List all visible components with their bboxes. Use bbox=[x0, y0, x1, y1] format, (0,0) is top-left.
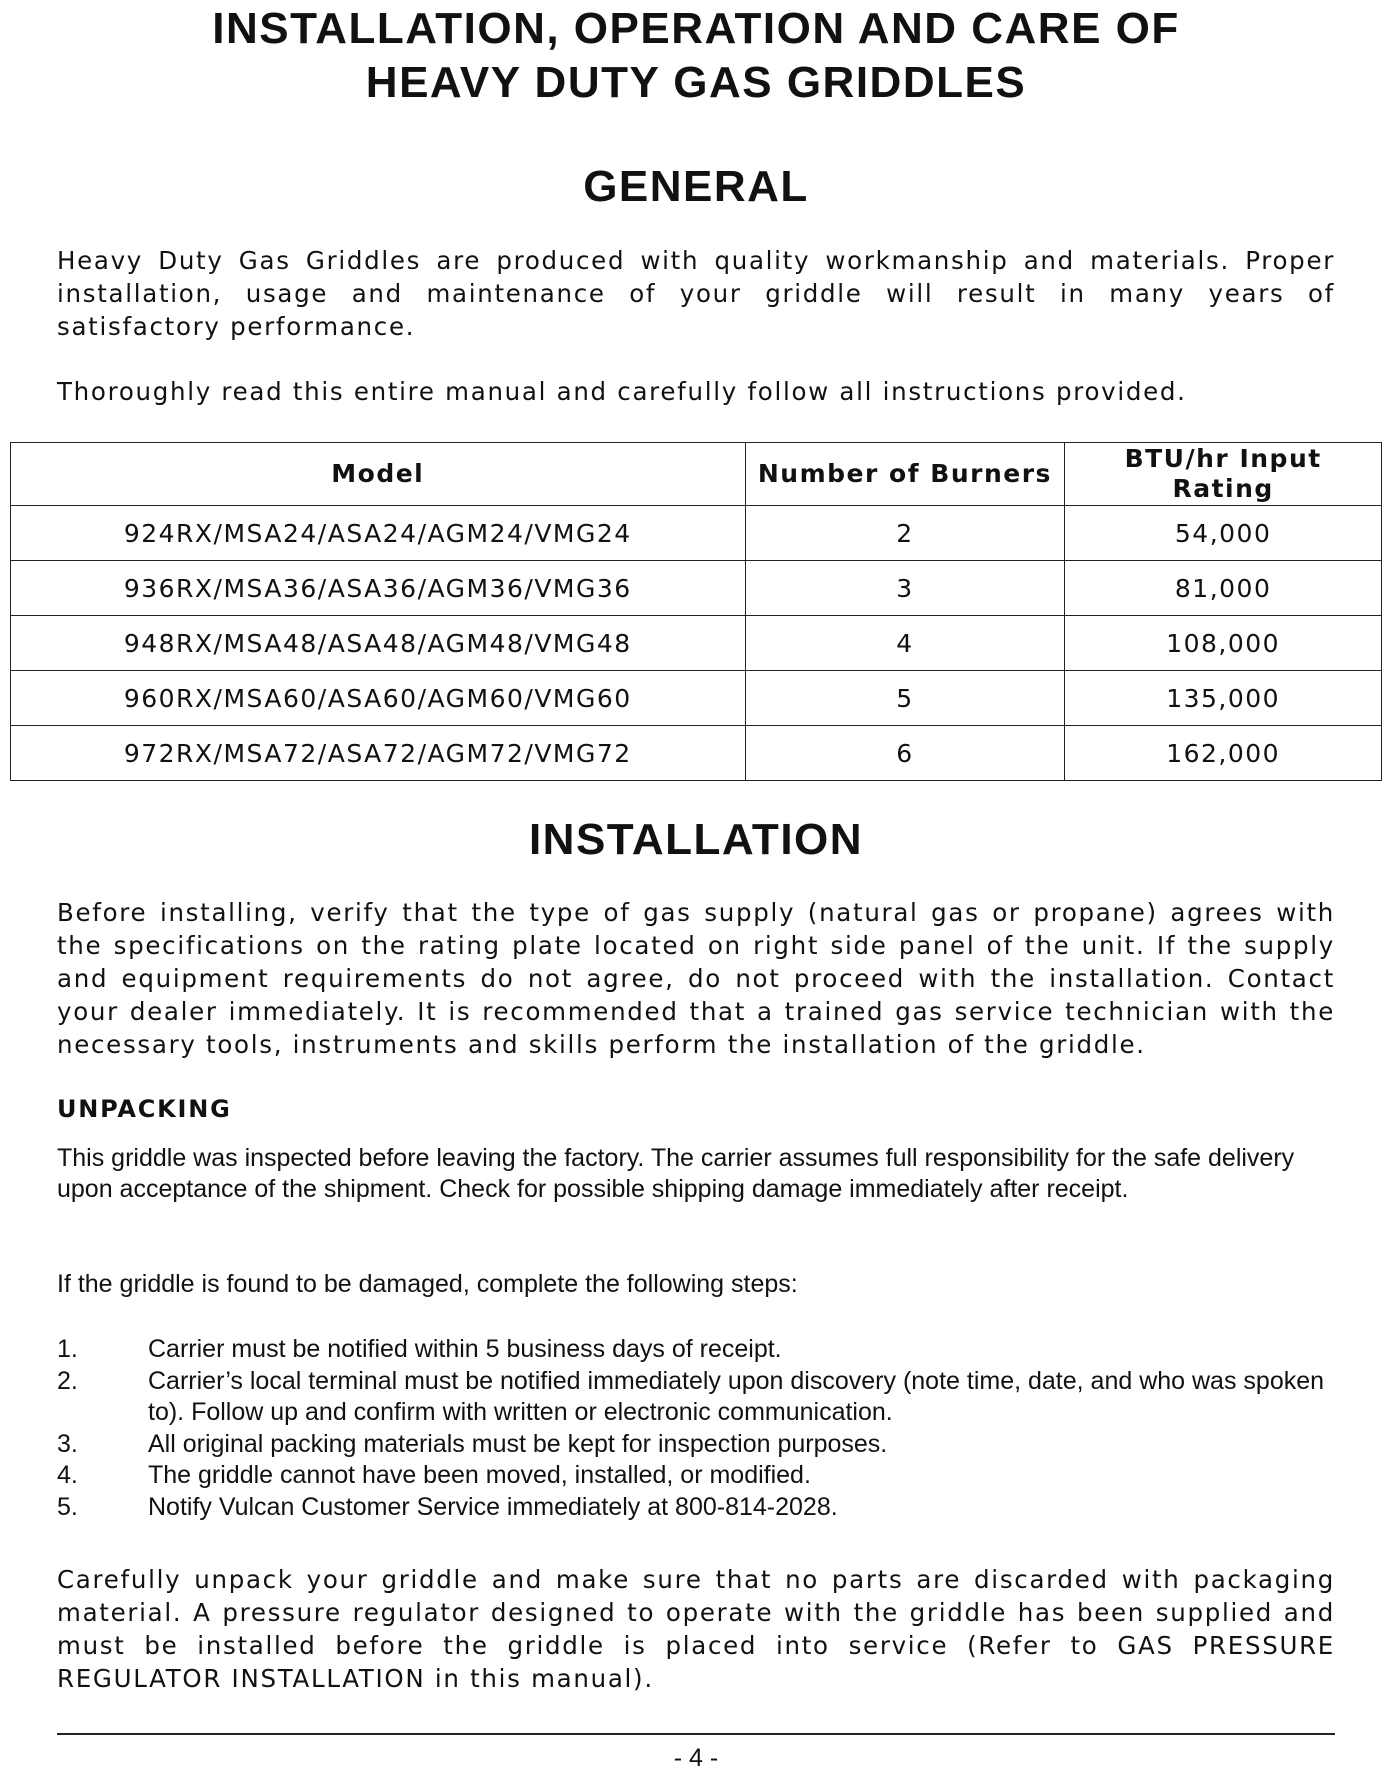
cell-btu: 81,000 bbox=[1065, 561, 1382, 616]
column-header-model: Model bbox=[11, 443, 746, 506]
unpacking-heading: UNPACKING bbox=[57, 1095, 232, 1123]
list-item bbox=[57, 1492, 1347, 1524]
general-read-manual-paragraph: Thoroughly read this entire manual and carefully follow all instructions provided. bbox=[57, 377, 1187, 406]
cell-model: 948RX/MSA48/ASA48/AGM48/VMG48 bbox=[11, 616, 746, 671]
cell-burners: 6 bbox=[745, 726, 1065, 781]
document-title-line1: INSTALLATION, OPERATION AND CARE OF bbox=[212, 4, 1180, 53]
installation-heading: INSTALLATION bbox=[528, 815, 864, 864]
table-row bbox=[11, 506, 1382, 561]
cell-burners: 3 bbox=[745, 561, 1065, 616]
column-header-btu-line2: Rating bbox=[1172, 474, 1274, 503]
table-row bbox=[11, 561, 1382, 616]
footer-divider bbox=[57, 1733, 1335, 1735]
unpacking-inspection-paragraph: This griddle was inspected before leaving the factory. The carrier assumes full responsibility for the safe delivery upon acceptance of the shipment. Check for possible shipping damage immediately after receipt. bbox=[57, 1144, 1295, 1203]
cell-btu: 54,000 bbox=[1065, 506, 1382, 561]
cell-model: 972RX/MSA72/ASA72/AGM72/VMG72 bbox=[11, 726, 746, 781]
model-spec-table bbox=[10, 442, 1382, 781]
step-text: Carrier’s local terminal must be notified immediately upon discovery (note time, date, and who was spoken to). Follow up and confirm with written or electronic communication. bbox=[148, 1366, 1325, 1426]
unpacking-damage-intro: If the griddle is found to be damaged, complete the following steps: bbox=[57, 1270, 798, 1298]
cell-burners: 5 bbox=[745, 671, 1065, 726]
cell-burners: 2 bbox=[745, 506, 1065, 561]
general-heading: GENERAL bbox=[583, 162, 809, 211]
cell-model: 936RX/MSA36/ASA36/AGM36/VMG36 bbox=[11, 561, 746, 616]
step-number: 1. bbox=[57, 1335, 78, 1363]
cell-model: 924RX/MSA24/ASA24/AGM24/VMG24 bbox=[11, 506, 746, 561]
column-header-btu-line1: BTU/hr Input bbox=[1124, 444, 1322, 473]
list-item bbox=[57, 1429, 1347, 1461]
list-item bbox=[57, 1334, 1347, 1366]
table-header-row bbox=[11, 443, 1382, 506]
cell-btu: 162,000 bbox=[1065, 726, 1382, 781]
unpacking-careful-paragraph: Carefully unpack your griddle and make sure that no parts are discarded with packaging material. A pressure regulator designed to operate with the griddle has been supplied and must be installed before the griddle is placed into service (Refer to GAS PRESSURE REGULATOR INSTALLATION in this manual). bbox=[57, 1565, 1335, 1693]
step-number: 5. bbox=[57, 1492, 78, 1521]
table-row bbox=[11, 726, 1382, 781]
table-row bbox=[11, 616, 1382, 671]
cell-btu: 108,000 bbox=[1065, 616, 1382, 671]
column-header-burners: Number of Burners bbox=[745, 443, 1065, 506]
column-header-btu bbox=[1065, 443, 1382, 506]
document-title-line2: HEAVY DUTY GAS GRIDDLES bbox=[365, 58, 1027, 107]
list-item bbox=[57, 1460, 1347, 1492]
cell-burners: 4 bbox=[745, 616, 1065, 671]
cell-model: 960RX/MSA60/ASA60/AGM60/VMG60 bbox=[11, 671, 746, 726]
installation-paragraph: Before installing, verify that the type of gas supply (natural gas or propane) agrees with the specifications on the rating plate located on right side panel of the unit. If the supply and equipment requirements do not agree, do not proceed with the installation. Contact your dealer immediately. It is recommended that a trained gas service technician with the necessary tools, instruments and skills perform the installation of the griddle. bbox=[57, 898, 1335, 1059]
table-row bbox=[11, 671, 1382, 726]
damage-steps-list bbox=[57, 1334, 1347, 1523]
step-text: The griddle cannot have been moved, installed, or modified. bbox=[148, 1461, 811, 1489]
page-number: - 4 - bbox=[673, 1744, 719, 1772]
general-intro-paragraph: Heavy Duty Gas Griddles are produced with quality workmanship and materials. Proper installation, usage and maintenance of your griddle will result in many years of satisfactory performance. bbox=[57, 246, 1335, 341]
step-text: All original packing materials must be kept for inspection purposes. bbox=[148, 1429, 888, 1458]
step-number: 4. bbox=[57, 1461, 78, 1489]
step-number: 2. bbox=[57, 1366, 78, 1395]
step-text: Carrier must be notified within 5 business days of receipt. bbox=[148, 1335, 782, 1363]
cell-btu: 135,000 bbox=[1065, 671, 1382, 726]
step-number: 3. bbox=[57, 1429, 78, 1458]
document-title bbox=[0, 2, 1392, 110]
step-text: Notify Vulcan Customer Service immediately at 800-814-2028. bbox=[148, 1492, 838, 1521]
list-item bbox=[57, 1366, 1347, 1429]
